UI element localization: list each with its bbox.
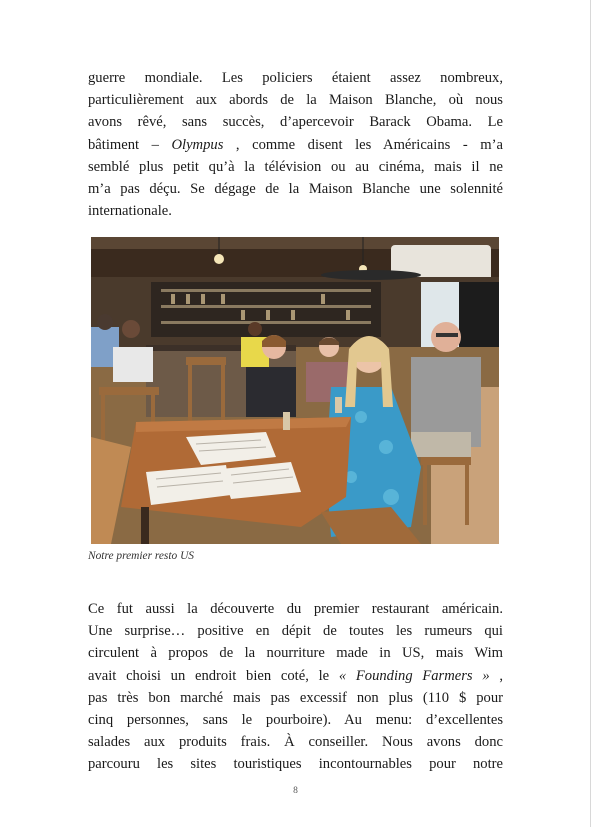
text-line: pas très bon marché mais pas excessif non plus (110 $ pour (88, 689, 503, 706)
restaurant-photo-illustration (91, 237, 499, 544)
restaurant-photo (91, 237, 499, 544)
text-line: guerre mondiale. Les policiers étaient assez nombreux, (88, 70, 503, 86)
olympus-italic: Olympus (171, 136, 224, 153)
text-line: salades aux produits frais. À conseiller. Nous avons donc (88, 734, 503, 751)
paragraph-1 (88, 67, 503, 222)
text-run: avait choisi un endroit bien coté, le (88, 667, 339, 684)
text-line: avons rêvé, sans succès, d’apercevoir Barack Obama. Le (88, 114, 503, 131)
restaurant-name-italic: « Founding Farmers » (338, 667, 490, 684)
text-line: cinq personnes, sans le pourboire). Au menu: d’excellentes (88, 711, 503, 728)
text-line: Une surprise… positive en dépit de toutes les rumeurs qui (88, 623, 503, 640)
text-line: circulent à propos de la nourriture made in US, mais Wim (88, 645, 503, 662)
photo-caption: Notre premier resto US (88, 550, 194, 562)
text-run: , (489, 667, 503, 684)
text-line: m’a pas déçu. Se dégage de la Maison Blanche une solennité (88, 180, 503, 197)
text-line: semblé plus petit qu’à la télévision ou au cinéma, mais il ne (88, 158, 503, 175)
text-line (88, 665, 503, 687)
page-number: 8 (293, 786, 298, 796)
text-run: bâtiment – (88, 136, 172, 153)
text-line (88, 134, 503, 156)
paragraph-2 (88, 598, 503, 776)
text-line: internationale. (88, 203, 172, 220)
text-line: Ce fut aussi la découverte du premier restaurant américain. (88, 601, 503, 617)
text-run: , comme disent les Américains - m’a (223, 136, 503, 153)
text-line: parcouru les sites touristiques incontournables pour notre (88, 756, 503, 773)
text-line: particulièrement aux abords de la Maison Blanche, où nous (88, 92, 503, 109)
